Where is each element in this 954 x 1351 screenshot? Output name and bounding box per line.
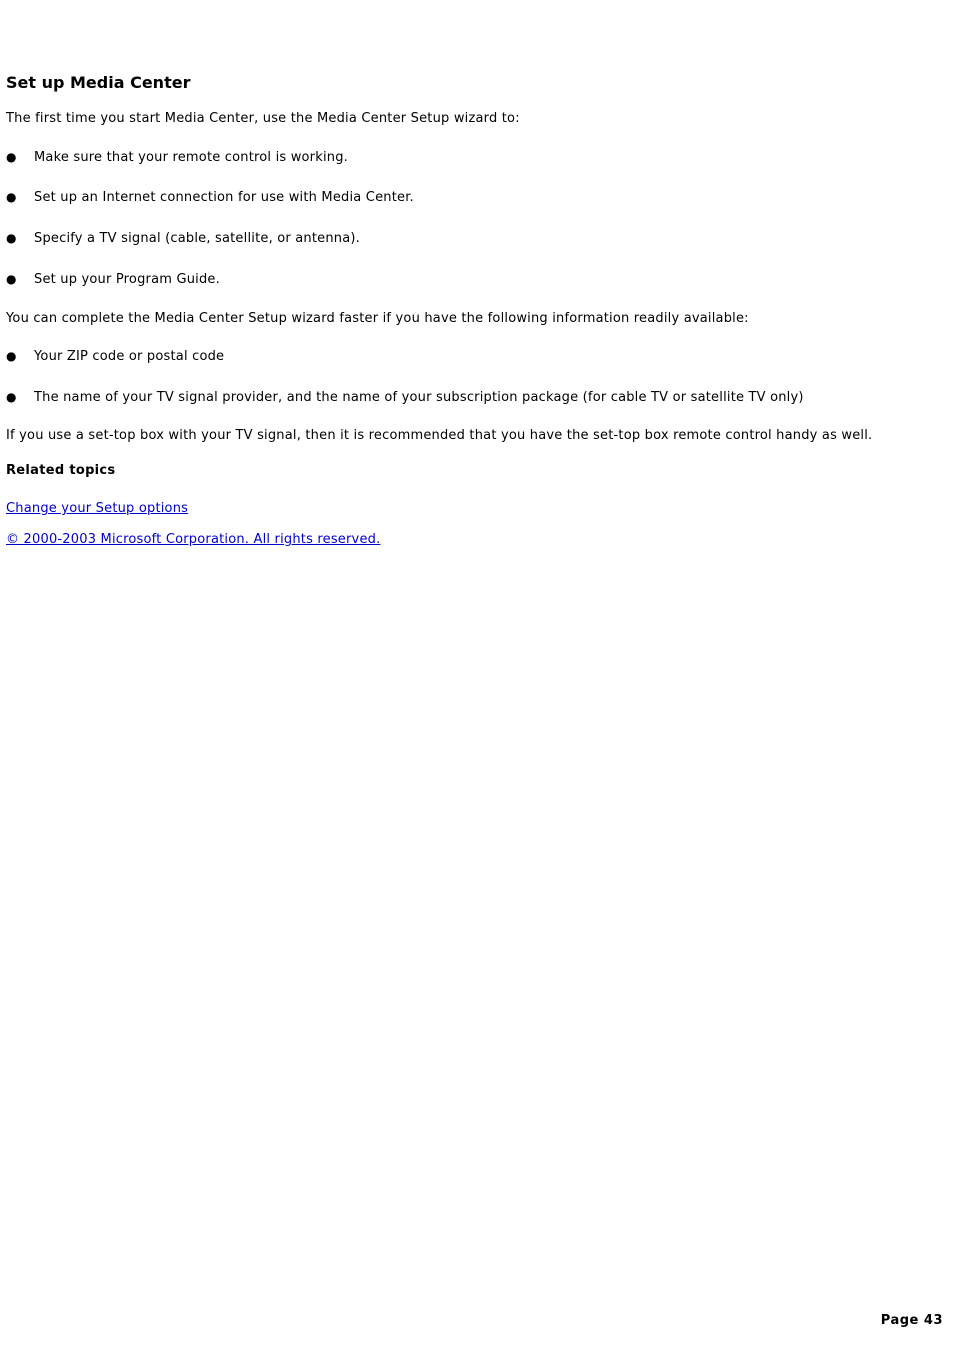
bullet-icon: ● bbox=[6, 150, 17, 164]
page-number: Page 43 bbox=[880, 1313, 943, 1328]
related-topics-heading: Related topics bbox=[6, 463, 116, 478]
bullet-icon: ● bbox=[6, 272, 17, 286]
list-item-text: Specify a TV signal (cable, satellite, or antenna). bbox=[34, 231, 361, 246]
copyright-link[interactable]: © 2000-2003 Microsoft Corporation. All rights reserved. bbox=[6, 532, 381, 547]
bullet-icon: ● bbox=[6, 349, 17, 363]
change-setup-options-link[interactable]: Change your Setup options bbox=[6, 501, 189, 516]
settop-note-paragraph: If you use a set-top box with your TV signal, then it is recommended that you have the set-top box remote control handy as well. bbox=[6, 428, 873, 443]
page-title: Set up Media Center bbox=[6, 73, 191, 92]
list-item-text: Set up your Program Guide. bbox=[34, 272, 220, 287]
bullet-icon: ● bbox=[6, 231, 17, 245]
bullet-icon: ● bbox=[6, 190, 17, 204]
list-item-text: Make sure that your remote control is working. bbox=[34, 150, 348, 165]
info-intro-paragraph: You can complete the Media Center Setup wizard faster if you have the following information readily available: bbox=[6, 311, 749, 326]
bullet-icon: ● bbox=[6, 390, 17, 404]
list-item-text: The name of your TV signal provider, and the name of your subscription package (for cable TV or satellite TV only) bbox=[34, 390, 804, 405]
list-item-text: Set up an Internet connection for use with Media Center. bbox=[34, 190, 414, 205]
list-item-text: Your ZIP code or postal code bbox=[34, 349, 225, 364]
intro-paragraph: The first time you start Media Center, use the Media Center Setup wizard to: bbox=[6, 111, 520, 126]
